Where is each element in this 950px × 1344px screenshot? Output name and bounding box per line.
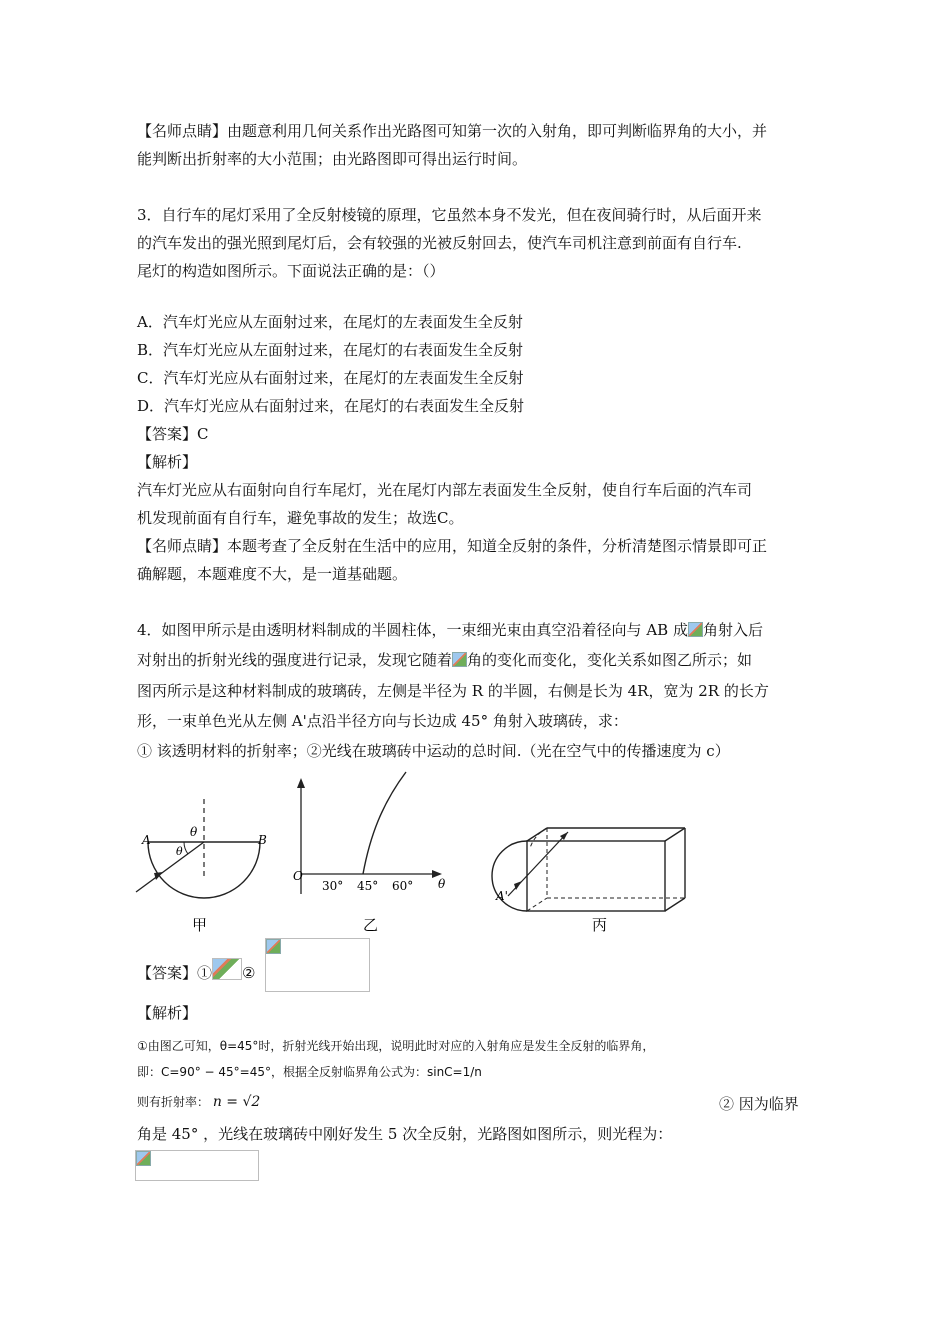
q4-line-2-text-a: 对射出的折射光线的强度进行记录，发现它随着 xyxy=(137,651,453,669)
q4-line-4: 形，一束单色光从左侧 A'点沿半径方向与长边成 45° 角射入玻璃砖，求： xyxy=(137,712,628,730)
axis-label: θ xyxy=(438,877,446,891)
broken-image-icon xyxy=(452,652,467,667)
tick-label: 30° xyxy=(322,879,344,893)
q3-explain-1: 汽车灯光应从右面射向自行车尾灯，光在尾灯内部左表面发生全反射，使自行车后面的汽车司 xyxy=(137,481,753,499)
q3-option-b: B．汽车灯光应从左面射过来，在尾灯的右表面发生全反射 xyxy=(137,341,524,359)
broken-image-icon xyxy=(266,939,281,954)
broken-image-icon xyxy=(212,958,242,980)
q3-option-c: C．汽车灯光应从右面射过来，在尾灯的左表面发生全反射 xyxy=(137,369,524,387)
refractive-index-formula: n = √2 xyxy=(212,1094,261,1110)
q4-line-3: 图丙所示是这种材料制成的玻璃砖，左侧是半径为 R 的半圆，右侧是长为 4R，宽为 2R 的长方 xyxy=(137,682,769,700)
broken-image-icon xyxy=(688,622,703,637)
tick-label: 45° xyxy=(357,879,379,893)
solution-line-1: ①由图乙可知，θ=45°时，折射光线开始出现，说明此时对应的入射角应是发生全反射的临界角， xyxy=(137,1039,655,1053)
q4-line-2 xyxy=(137,650,752,670)
caption-jia: 甲 xyxy=(192,916,208,934)
q4-line-2-text-b: 角的变化而变化，变化关系如图乙所示；如 xyxy=(467,651,753,669)
q3-line-2: 的汽车发出的强光照到尾灯后，会有较强的光被反射回去，使汽车司机注意到前面有自行车. xyxy=(137,234,742,252)
figure-jia xyxy=(136,799,267,934)
q3-answer: 【答案】C xyxy=(137,425,209,443)
refractive-index-label: 则有折射率： xyxy=(137,1095,210,1109)
q4-answer-label: 【答案】① xyxy=(137,964,213,982)
origin-label: O xyxy=(293,869,303,883)
answer-image-placeholder xyxy=(265,938,370,992)
broken-image-icon xyxy=(136,1151,151,1166)
optics-figure xyxy=(130,764,460,936)
q3-line-3: 尾灯的构造如图所示。下面说法正确的是：（） xyxy=(137,262,445,280)
q3-option-d: D．汽车灯光应从右面射过来，在尾灯的右表面发生全反射 xyxy=(137,397,525,415)
caption-bing: 丙 xyxy=(592,916,608,934)
q4-answer xyxy=(137,958,255,983)
note-line-2: 能判断出折射率的大小范围；由光路图即可得出运行时间。 xyxy=(137,150,528,168)
q3-line-1: 3．自行车的尾灯采用了全反射棱镜的原理，它虽然本身不发光，但在夜间骑行时，从后面开来 xyxy=(137,206,762,224)
q4-line-1-text-b: 角射入后 xyxy=(702,621,763,639)
q4-answer-label-2: ② xyxy=(242,964,256,982)
solution-line-3-right: ② 因为临界 xyxy=(719,1095,799,1113)
figure-bing xyxy=(470,818,690,936)
caption-yi: 乙 xyxy=(363,916,379,934)
figure-yi xyxy=(293,772,446,934)
q4-analysis-heading: 【解析】 xyxy=(137,1004,198,1022)
solution-line-3 xyxy=(137,1092,260,1112)
tick-label: 60° xyxy=(392,879,414,893)
q4-line-5: ① 该透明材料的折射率；②光线在玻璃砖中运动的总时间.（光在空气中的传播速度为 c） xyxy=(137,742,730,760)
q4-line-1-text-a: 4．如图甲所示是由透明材料制成的半圆柱体，一束细光束由真空沿着径向与 AB 成 xyxy=(137,621,688,639)
label-a-prime: A' xyxy=(496,889,508,903)
theta-label: θ xyxy=(176,845,183,858)
theta-label: θ xyxy=(190,825,198,839)
solution-line-4: 角是 45° ，光线在玻璃砖中刚好发生 5 次全反射，光路图如图所示，则光程为： xyxy=(137,1125,673,1143)
q3-analysis-heading: 【解析】 xyxy=(137,453,198,471)
note-line-1: 【名师点睛】由题意利用几何关系作出光路图可知第一次的入射角，即可判断临界角的大小，并 xyxy=(137,122,768,140)
q3-note-1: 【名师点睛】本题考查了全反射在生活中的应用，知道全反射的条件，分析清楚图示情景即可正 xyxy=(137,537,768,555)
solution-line-2: 即：C=90° − 45°=45°，根据全反射临界角公式为：sinC=1/n xyxy=(137,1065,482,1079)
label-b: B xyxy=(258,833,267,847)
q3-explain-2: 机发现前面有自行车，避免事故的发生；故选C。 xyxy=(137,509,464,527)
label-a: A xyxy=(142,833,151,847)
q3-note-2: 确解题，本题难度不大，是一道基础题。 xyxy=(137,565,408,583)
path-formula-image-placeholder xyxy=(135,1150,259,1181)
q4-line-1 xyxy=(137,620,763,640)
q3-option-a: A．汽车灯光应从左面射过来，在尾灯的左表面发生全反射 xyxy=(137,313,523,331)
